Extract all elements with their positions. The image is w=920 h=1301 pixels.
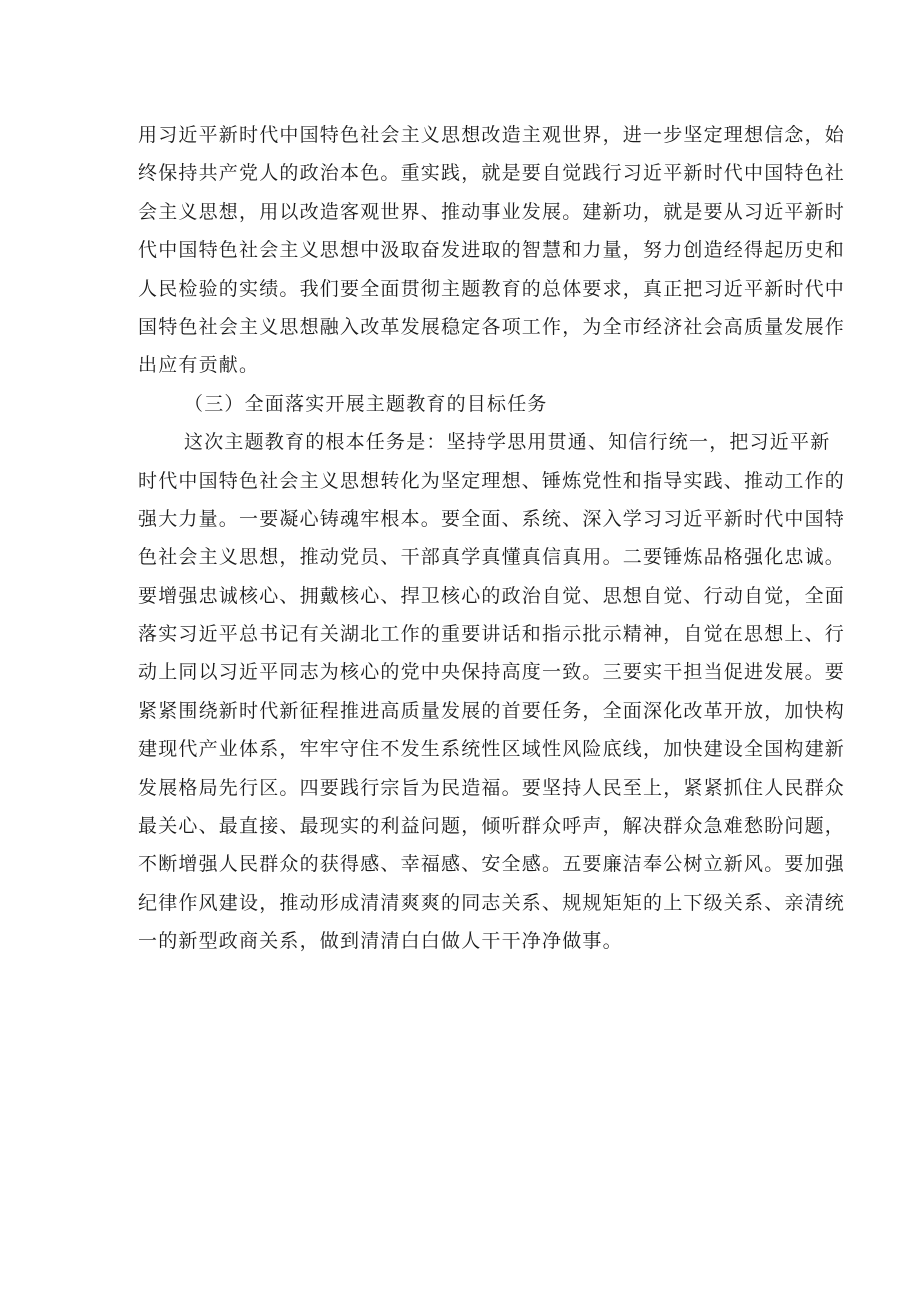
paragraph-line: 动上同以习近平同志为核心的党中央保持高度一致。三要实干担当促进发展。要 — [138, 661, 846, 684]
paragraph-line: 用习近平新时代中国特色社会主义思想改造主观世界，进一步坚定理想信念，始 — [138, 124, 846, 146]
paragraph-line: 最关心、最直接、最现实的利益问题，倾听群众呼声，解决群众急难愁盼问题， — [138, 815, 846, 838]
paragraph-line: 代中国特色社会主义思想中汲取奋发进取的智慧和力量，努力创造经得起历史和 — [138, 239, 846, 262]
section-heading: （三）全面落实开展主题教育的目标任务 — [184, 392, 548, 415]
paragraph-line: 紧紧围绕新时代新征程推进高质量发展的首要任务，全面深化改革开放，加快构 — [138, 699, 846, 722]
paragraph-1 — [138, 116, 846, 385]
paragraph-line: 一的新型政商关系，做到清清白白做人干干净净做事。 — [138, 930, 623, 953]
paragraph-line: 落实习近平总书记有关湖北工作的重要讲话和指示批示精神，自觉在思想上、行 — [138, 623, 846, 646]
paragraph-line: 强大力量。一要凝心铸魂牢根本。要全面、系统、深入学习习近平新时代中国特 — [138, 507, 846, 530]
paragraph-line: 发展格局先行区。四要践行宗旨为民造福。要坚持人民至上，紧紧抓住人民群众 — [138, 776, 846, 799]
paragraph-line: 人民检验的实绩。我们要全面贯彻主题教育的总体要求，真正把习近平新时代中 — [138, 277, 846, 300]
paragraph-2 — [138, 423, 846, 960]
paragraph-line: 不断增强人民群众的获得感、幸福感、安全感。五要廉洁奉公树立新风。要加强 — [138, 853, 846, 876]
paragraph-line: 要增强忠诚核心、拥戴核心、捍卫核心的政治自觉、思想自觉、行动自觉，全面 — [138, 584, 846, 607]
paragraph-line: 这次主题教育的根本任务是：坚持学思用贯通、知信行统一，把习近平新 — [184, 431, 831, 454]
document-body — [138, 116, 846, 961]
paragraph-line: 国特色社会主义思想融入改革发展稳定各项工作，为全市经济社会高质量发展作 — [138, 315, 846, 338]
paragraph-line: 建现代产业体系，牢牢守住不发生系统性区域性风险底线，加快建设全国构建新 — [138, 738, 846, 761]
paragraph-line: 时代中国特色社会主义思想转化为坚定理想、锤炼党性和指导实践、推动工作的 — [138, 469, 846, 492]
paragraph-line: 终保持共产党人的政治本色。重实践，就是要自觉践行习近平新时代中国特色社 — [138, 162, 846, 185]
paragraph-line: 纪律作风建设，推动形成清清爽爽的同志关系、规规矩矩的上下级关系、亲清统 — [138, 891, 846, 914]
paragraph-line: 色社会主义思想，推动党员、干部真学真懂真信真用。二要锤炼品格强化忠诚。 — [138, 546, 846, 569]
paragraph-line: 出应有贡献。 — [138, 354, 260, 377]
paragraph-line: 会主义思想，用以改造客观世界、推动事业发展。建新功，就是要从习近平新时 — [138, 200, 846, 223]
